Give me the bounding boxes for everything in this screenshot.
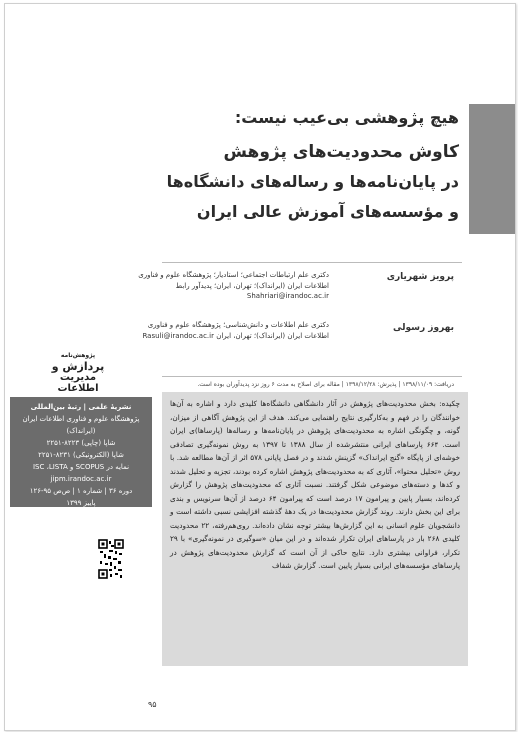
title-divider [162, 262, 462, 263]
authors-divider [162, 376, 462, 377]
submission-dates: دریافت: ۱۳۹۸/۱۱/۰۹ | پذیرش: ۱۳۹۸/۱۲/۲۸ | مقاله برای اصلاح به مدت ۶ روز نزد پدیدآوران بوده است. [197, 381, 454, 388]
title-line-3: در پایان‌نامه‌ها و رساله‌های دانشگاه‌ها [166, 172, 459, 191]
journal-info-line: شاپا (الکترونیکی) ۸۲۳۱-۲۲۵۱ [38, 451, 124, 459]
journal-info-line: (ایرانداک) [66, 427, 96, 435]
journal-info-line: پاییز ۱۳۹۹ [66, 499, 96, 507]
title-line-4: و مؤسسه‌های آموزش عالی ایران [196, 202, 459, 221]
journal-logo [43, 350, 113, 394]
journal-info-line: نشریهٔ علمی | رتبهٔ بین‌المللی [30, 403, 132, 411]
title-line-2: کاوش محدودیت‌های پژوهش [223, 142, 459, 162]
journal-info-line: شاپا (چاپی) ۸۲۲۳-۲۲۵۱ [46, 439, 116, 447]
abstract-text: چکیده: بخش محدودیت‌های پژوهش در آثار دانشگاهی دانشگاه‌ها کلیدی دارد و اشاره به آن‌ها خوانندگان را در فهم و به‌کارگیری نتایج راهنمایی می‌کند. هدف از این پژوهش آگاهی از میزان، گونه، و چگونگی اشاره به محدودیت‌های پژوهش در پایان‌نامه‌ها و رساله‌ها (پارساها)ی ایران است. ۶۶۴ پارساهای ایرانی منتشرشده از سال ۱۳۸۸ تا ۱۳۹۷ به روش نمونه‌گیری تصادفی خوشه‌ای از پایگاه «گنج ایرانداک» گزینش شدند و در فصل پایانی ۵۷۸ اثر از آن‌ها مطالعه شد. با روش «تحلیل محتوا»، آثاری که به محدودیت‌های پژوهش اشاره کرده بودند، تجزیه و تحلیل شدند و کدها و دسته‌های موضوعی شکل گرفتند. نسبت آثاری که محدودیت‌های پژوهش را گزارش کرده‌اند، بسیار پایین و پیرامون ۱۷ درصد است که پیرامون ۶۴ درصد از آن‌ها سرنویس و بندی برای این بخش دارند. روند گزارش محدودیت‌ها در یک دههٔ گذشته افزایشی نسبی داشته است و دانشجویان علوم انسانی به این گزارش‌ها بیشتر توجه نشان داده‌اند. روی‌هم‌رفته، ۲۲ محدودیت کلیدی ۲۶۸ بار در پارساهای ایران تکرار شده‌اند و در این میان «سوگیری در نمونه‌گیری» با ۲۹ تکرار، فراوانی بیشتری دارد. نتایج حاکی از آن است که گزارش محدودیت‌های پژوهش در پارساهای مؤسسه‌های ایرانی بسیار پایین است. گزارش شفاف [170, 399, 461, 570]
logo-text-1: پژوهش‌نامه [60, 352, 96, 359]
article-title [99, 107, 459, 227]
page-number: ۹۵ [148, 700, 157, 709]
author-name-1: پرویز شهریاری [386, 272, 454, 282]
journal-info-box [10, 397, 152, 507]
title-line-1: هیچ پژوهشی بی‌عیب نیست: [234, 108, 459, 127]
author-affiliation-2: دکتری علم اطلاعات و دانش‌شناسی؛ پژوهشگاه علوم و فناوری اطلاعات ایران (ایرانداک)؛ تهران، ایران Rasuli@irandoc.ac.ir [142, 321, 329, 340]
article-page [4, 3, 516, 731]
qr-code-icon [98, 539, 124, 579]
journal-info-line: پژوهشگاه علوم و فناوری اطلاعات ایران [22, 415, 140, 423]
journal-info-line: دوره ۳۶ | شماره ۱ | ص‌ص ۹۵-۱۲۶ [29, 487, 133, 495]
logo-text-2: پردازش و [51, 360, 105, 373]
author-affiliation-1: دکتری علم ارتباطات اجتماعی؛ استادیار؛ پژوهشگاه علوم و فناوری اطلاعات ایران (ایرانداک)؛ تهران، ایران؛ پدیدآور رابط Shahriari@irandoc.ac.ir [138, 271, 329, 300]
logo-text-4: اطلاعات [57, 383, 99, 394]
journal-info-line: jipm.irandoc.ac.ir [50, 475, 112, 483]
decorative-side-tab [469, 104, 515, 234]
journal-info-line: نمایه در SCOPUS و ISC ،LISTA [32, 463, 130, 471]
logo-text-3: مدیریت [59, 372, 97, 383]
author-name-2: بهروز رسولی [393, 323, 454, 333]
abstract-panel [162, 392, 468, 666]
